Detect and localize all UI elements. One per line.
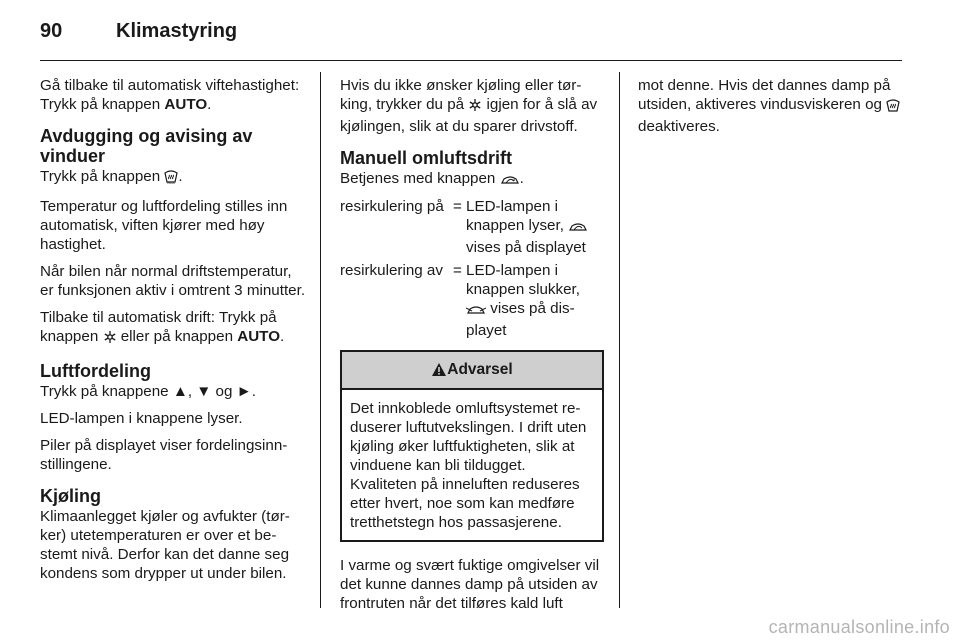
page-number: 90: [40, 20, 63, 42]
text: vises på displayet: [466, 300, 575, 339]
definition-list: [340, 197, 604, 340]
definition-row: [340, 197, 604, 257]
text: igjen for å slå av kjølingen, slik at du sparer drivstoff.: [340, 96, 598, 135]
watermark: carmanualsonline.info: [768, 617, 950, 637]
paragraph: [40, 76, 306, 114]
text: .: [280, 328, 285, 345]
auto-key-label: AUTO: [164, 96, 208, 113]
text: deaktiveres.: [638, 118, 720, 135]
text: Betjenes med knappen: [340, 170, 500, 187]
text: vises på displayet: [466, 239, 586, 256]
section-heading-recirculation: Manuell omluftsdrift: [340, 148, 512, 168]
fan-snowflake-icon: [103, 330, 117, 349]
section-heading-cooling: Kjøling: [40, 486, 101, 506]
column-2: [340, 76, 604, 621]
paragraph: Trykk på knappene ▲, ▼ og ►.: [40, 383, 256, 400]
section-heading-defog: Avdugging og avising av vinduer: [40, 126, 253, 166]
paragraph: [340, 169, 604, 191]
page-title: Klimastyring: [116, 20, 238, 42]
svg-text:MAX: MAX: [167, 181, 176, 184]
definition-term: resirkulering av: [340, 262, 443, 279]
car-fresh-air-icon: [466, 302, 486, 321]
column-divider: [619, 72, 620, 608]
fan-snowflake-icon: [468, 98, 482, 117]
paragraph: Piler på displayet viser fordelingsinnstillingene.: [40, 437, 288, 473]
definition-row: [340, 261, 604, 340]
paragraph: Klimaanlegget kjøler og avfukter (tørker) utetemperaturen er over et bestemt nivå. Derfor kan det danne seg kondens som drypper ut under bilen.: [40, 508, 290, 582]
paragraph: I varme og svært fuktige omgivelser vil det kunne dannes damp på utsiden av frontruten når det tilføres kald luft: [340, 557, 600, 612]
windshield-defrost-icon: [886, 98, 900, 117]
definition-description: [466, 261, 604, 340]
auto-key-label: AUTO: [237, 328, 281, 345]
text: LED-lampen i knappen slukker,: [466, 262, 580, 298]
text: .: [207, 96, 212, 113]
definition-equals: =: [453, 198, 462, 215]
text: LED-lampen i knappen lyser,: [466, 198, 569, 234]
car-recirculation-icon: [568, 219, 588, 238]
paragraph: [40, 167, 306, 189]
definition-equals: =: [453, 262, 462, 279]
text: .: [519, 170, 524, 187]
windshield-max-defrost-icon: [164, 168, 178, 189]
definition-term: resirkulering på: [340, 198, 444, 215]
definition-description: [466, 197, 604, 257]
text: eller på knappen: [116, 328, 238, 345]
warning-box: [340, 350, 604, 542]
text: Hvis du ikke ønsker kjøling eller tørking, trykker du på: [340, 77, 582, 113]
warning-text: Det innkoblede omluftsystemet reduserer luftutvekslingen. I drift uten kjøling øker luftfuktigheten, slik at vinduene kan bli tildugget. Kvaliteten på inneluften reduseres etter hvert, noe som kan medføre tretthetstegn hos passasjerene.: [350, 400, 587, 531]
section-heading-air-distribution: Luftfordeling: [40, 361, 151, 381]
paragraph: LED-lampen i knappene lyser.: [40, 410, 243, 427]
text: .: [178, 168, 183, 185]
column-1: [40, 76, 306, 591]
column-3: [638, 76, 904, 144]
column-divider: [320, 72, 321, 608]
paragraph: [638, 76, 904, 136]
text: Trykk på knappen: [40, 168, 165, 185]
paragraph: Temperatur og luftfordeling stilles inn automatisk, viften kjører med høy hastighet.: [40, 198, 288, 253]
warning-triangle-icon: [431, 355, 447, 391]
page-header: [40, 20, 237, 43]
warning-header: [342, 352, 602, 390]
car-recirculation-icon: [500, 172, 520, 191]
paragraph: [40, 308, 306, 349]
text: Gå tilbake til automatisk viftehastighet: Trykk på knappen: [40, 77, 300, 113]
paragraph: Når bilen når normal driftstemperatur, er funksjonen aktiv i omtrent 3 minutter.: [40, 263, 306, 299]
warning-title: Advarsel: [447, 361, 513, 378]
text: Tilbake til automatisk drift: Trykk på knappen: [40, 309, 277, 345]
text: mot denne. Hvis det dannes damp på utsiden, aktiveres vindusviskeren og: [638, 77, 891, 113]
header-rule: [40, 60, 902, 61]
paragraph: [340, 76, 604, 136]
